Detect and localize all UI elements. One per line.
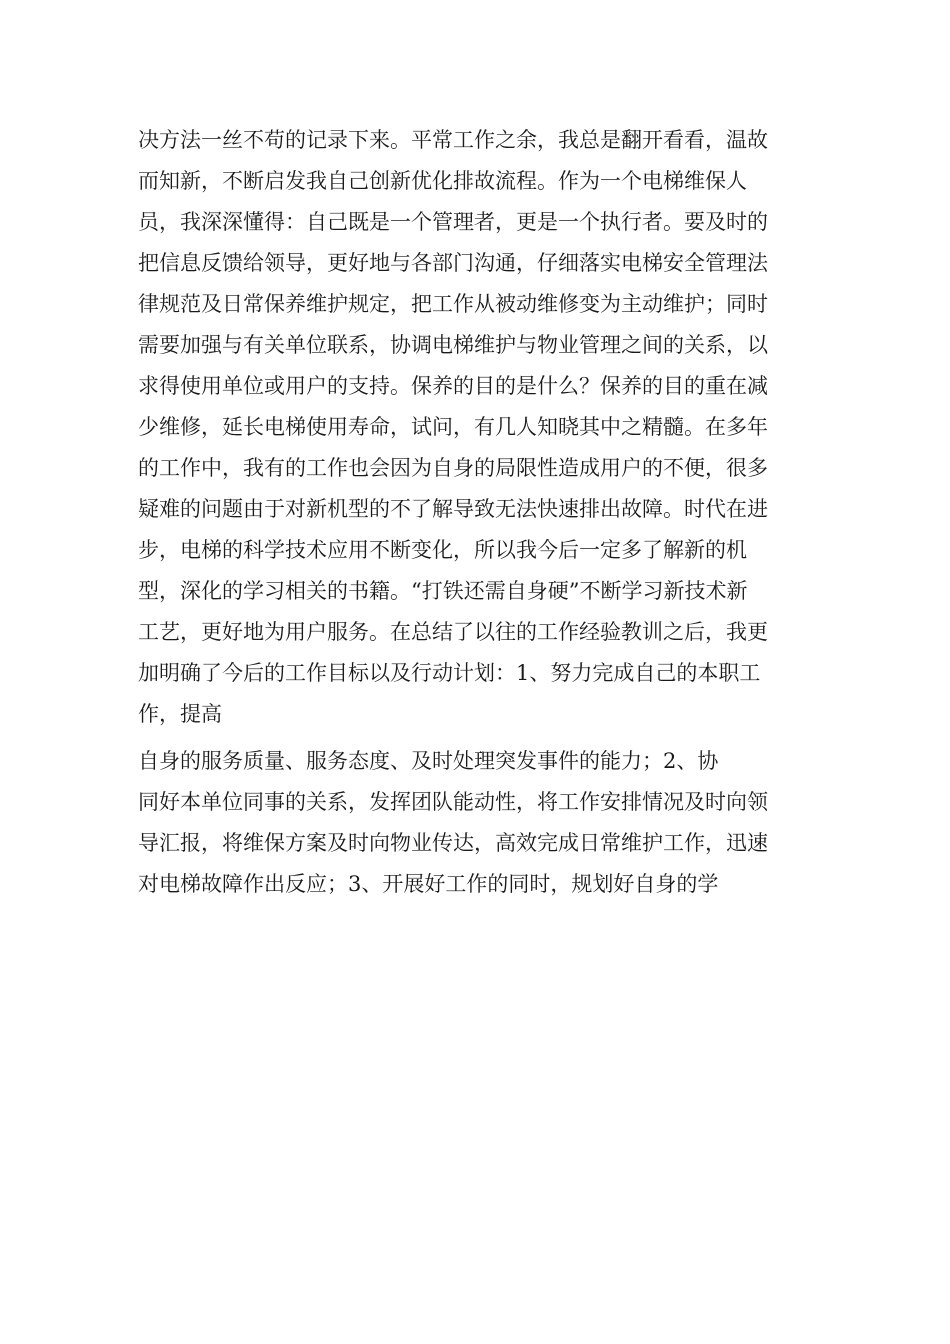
body-text	[138, 120, 838, 905]
text-line: 而知新，不断启发我自己创新优化排故流程。作为一个电梯维保人	[138, 169, 747, 193]
text-line: 需要加强与有关单位联系，协调电梯维护与物业管理之间的关系，以	[138, 333, 768, 357]
text-line: 型，深化的学习相关的书籍。“打铁还需自身硬”不断学习新技术新	[138, 579, 748, 603]
text-line: 作，提高	[138, 702, 222, 726]
text-line: 员，我深深懂得：自己既是一个管理者，更是一个执行者。要及时的	[138, 210, 768, 234]
text-line: 对电梯故障作出反应；3、开展好工作的同时，规划好自身的学	[138, 872, 719, 896]
text-line: 自身的服务质量、服务态度、及时处理突发事件的能力；2、协	[138, 749, 719, 773]
text-line: 求得使用单位或用户的支持。保养的目的是什么？保养的目的重在减	[138, 374, 768, 398]
text-line: 律规范及日常保养维护规定，把工作从被动维修变为主动维护；同时	[138, 292, 768, 316]
text-line: 导汇报，将维保方案及时向物业传达，高效完成日常维护工作，迅速	[138, 831, 768, 855]
text-line: 步，电梯的科学技术应用不断变化，所以我今后一定多了解新的机	[138, 538, 747, 562]
text-line: 决方法一丝不苟的记录下来。平常工作之余，我总是翻开看看，温故	[138, 128, 768, 152]
text-line: 加明确了今后的工作目标以及行动计划：1、努力完成自己的本职工	[138, 661, 761, 685]
text-line: 少维修，延长电梯使用寿命，试问，有几人知晓其中之精髓。在多年	[138, 415, 768, 439]
text-line: 疑难的问题由于对新机型的不了解导致无法快速排出故障。时代在进	[138, 497, 768, 521]
text-line: 的工作中，我有的工作也会因为自身的局限性造成用户的不便，很多	[138, 456, 768, 480]
text-line: 工艺，更好地为用户服务。在总结了以往的工作经验教训之后，我更	[138, 620, 768, 644]
text-line: 同好本单位同事的关系，发挥团队能动性，将工作安排情况及时向领	[138, 790, 768, 814]
text-line: 把信息反馈给领导，更好地与各部门沟通，仔细落实电梯安全管理法	[138, 251, 768, 275]
